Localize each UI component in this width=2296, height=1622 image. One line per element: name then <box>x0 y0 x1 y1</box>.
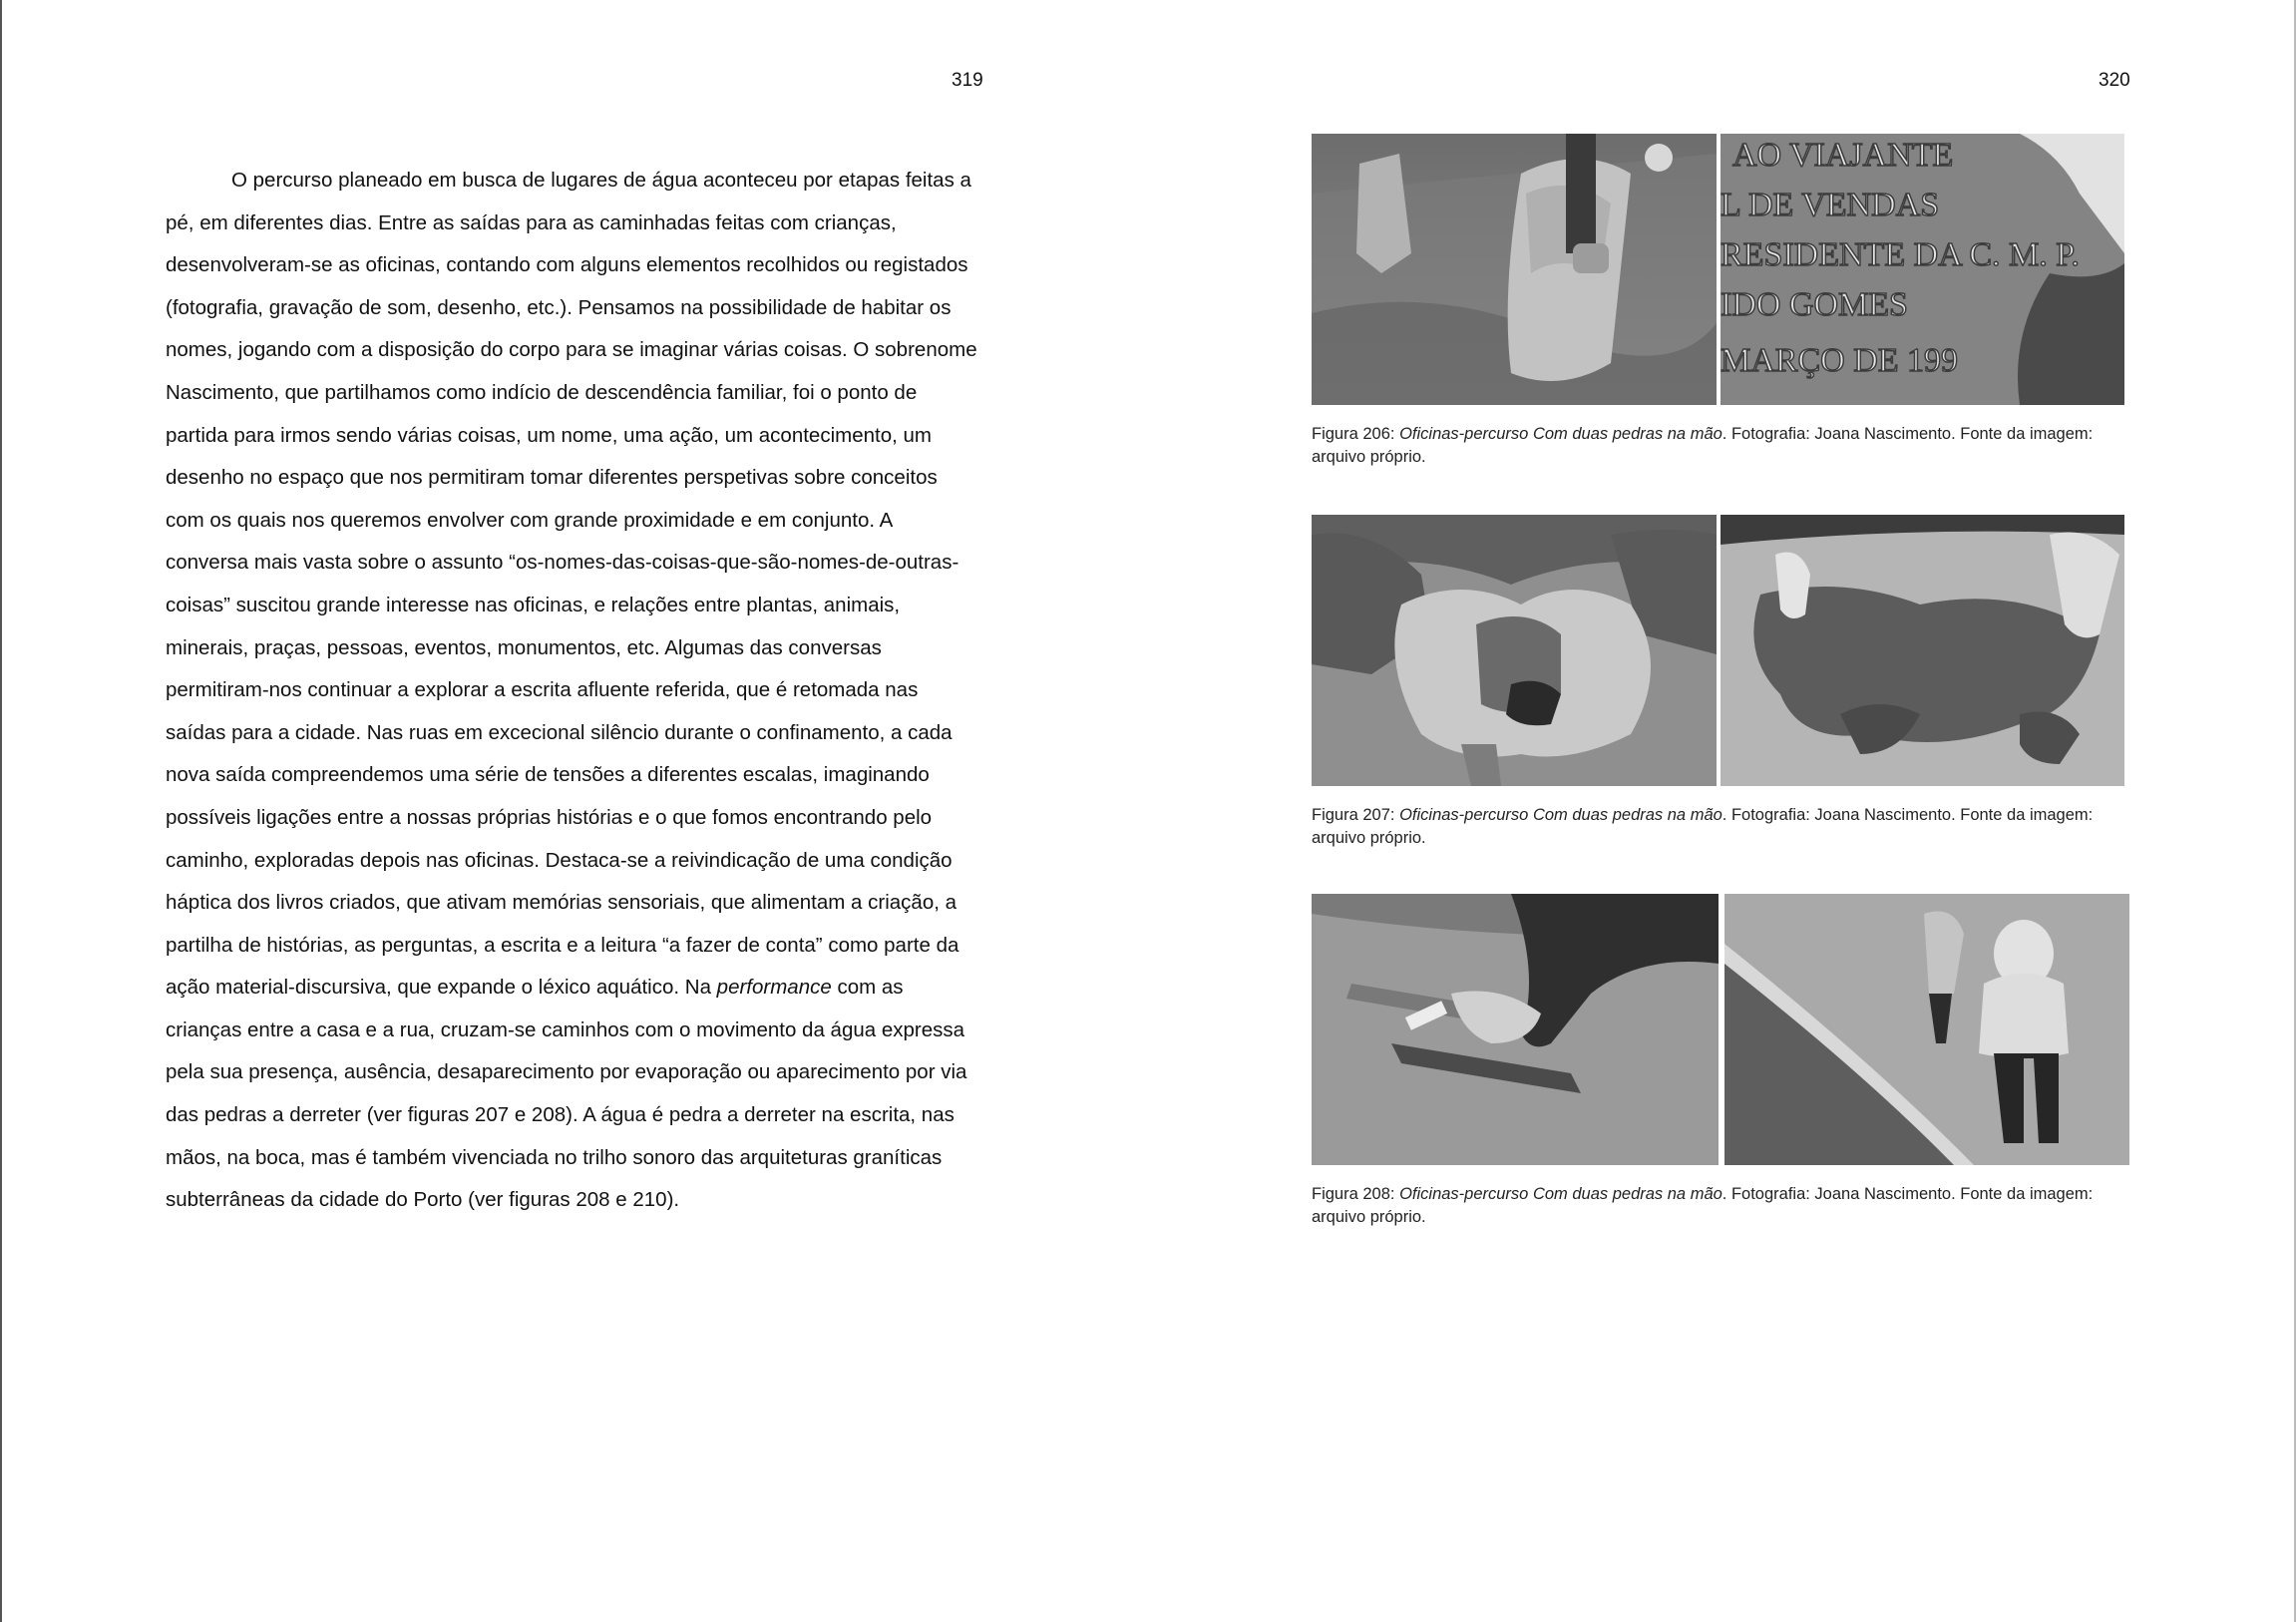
caption-rest-2: arquivo próprio. <box>1312 448 1426 466</box>
text-segment: ação material-discursiva, que expande o léxico aquático. Na <box>166 976 717 1000</box>
inscription-line: L DE VENDAS <box>1721 187 1940 223</box>
photo-hands-on-wet-stone <box>1721 515 2124 786</box>
photo-children-walking <box>1724 894 2129 1165</box>
left-page-edge <box>0 0 2 1622</box>
text-line: desenvolveram-se as oficinas, contando com alguns elementos recolhidos ou registados <box>166 253 968 277</box>
figure-photos <box>1312 515 2129 786</box>
body-paragraph <box>166 160 985 1222</box>
figure-photos <box>1312 134 2129 405</box>
text-line: das pedras a derreter (ver figuras 207 e 208). A água é pedra a derreter na escrita, nas <box>166 1103 955 1127</box>
text-line: subterrâneas da cidade do Porto (ver figuras 208 e 210). <box>166 1188 680 1212</box>
figure-caption <box>1312 1183 2129 1229</box>
caption-title: Oficinas-percurso Com duas pedras na mão <box>1399 1185 1722 1203</box>
caption-title: Oficinas-percurso Com duas pedras na mão <box>1399 425 1722 443</box>
figure-207 <box>1312 515 2129 850</box>
caption-prefix: Figura 207: <box>1312 806 1400 824</box>
text-line: desenho no espaço que nos permitiram tomar diferentes perspetivas sobre conceitos <box>166 466 938 490</box>
text-line-mixed <box>166 967 985 1010</box>
text-line: (fotografia, gravação de som, desenho, etc.). Pensamos na possibilidade de habitar os <box>166 295 952 319</box>
text-line: partida para irmos sendo várias coisas, um nome, uma ação, um acontecimento, um <box>166 423 932 447</box>
text-line: mãos, na boca, mas é também vivenciada no trilho sonoro das arquiteturas graníticas <box>166 1145 943 1169</box>
photo-stones-field <box>1312 134 1717 405</box>
page-number-right: 320 <box>2099 70 2130 91</box>
inscription-line: IDO GOMES <box>1721 286 1908 323</box>
text-line: caminho, exploradas depois nas oficinas. Destaca-se a reivindicação de uma condição <box>166 848 953 872</box>
page-number-left: 319 <box>952 70 983 91</box>
figure-206 <box>1312 134 2129 469</box>
inscription-line: RESIDENTE DA C. M. P. <box>1721 236 2080 273</box>
caption-prefix: Figura 208: <box>1312 1185 1400 1203</box>
text-segment: com as <box>831 976 904 1000</box>
text-line: conversa mais vasta sobre o assunto “os-nomes-das-coisas-que-são-nomes-de-outras- <box>166 551 959 575</box>
text-line: possíveis ligações entre a nossas próprias histórias e o que fomos encontrando pelo <box>166 805 933 829</box>
text-line: minerais, praças, pessoas, eventos, monumentos, etc. Algumas das conversas <box>166 635 882 659</box>
caption-rest-2: arquivo próprio. <box>1312 829 1426 847</box>
figure-photos <box>1312 894 2129 1165</box>
inscription-line: MARÇO DE 199 <box>1721 342 1959 379</box>
photo-hands-holding-stone <box>1312 515 1717 786</box>
text-line: O percurso planeado em busca de lugares de água aconteceu por etapas feitas a <box>231 169 971 192</box>
text-line: coisas” suscitou grande interesse nas oficinas, e relações entre plantas, animais, <box>166 593 901 616</box>
caption-rest: . Fotografia: Joana Nascimento. Fonte da imagem: <box>1722 425 2094 443</box>
text-line: háptica dos livros criados, que ativam memórias sensoriais, que alimentam a criação, a <box>166 891 957 915</box>
photo-hand-writing-on-stone <box>1312 894 1719 1165</box>
figure-caption <box>1312 804 2129 850</box>
text-line: nova saída compreendemos uma série de tensões a diferentes escalas, imaginando <box>166 763 930 787</box>
caption-rest: . Fotografia: Joana Nascimento. Fonte da imagem: <box>1722 1185 2094 1203</box>
text-line: pé, em diferentes dias. Entre as saídas para as caminhadas feitas com crianças, <box>166 210 897 234</box>
inscription-line: AO VIAJANTE <box>1732 137 1954 174</box>
text-line: permitiram-nos continuar a explorar a escrita afluente referida, que é retomada nas <box>166 678 919 702</box>
caption-rest-2: arquivo próprio. <box>1312 1208 1426 1226</box>
caption-prefix: Figura 206: <box>1312 425 1400 443</box>
photo-granite-inscription <box>1721 134 2124 405</box>
text-line: saídas para a cidade. Nas ruas em excecional silêncio durante o confinamento, a cada <box>166 720 953 744</box>
caption-title: Oficinas-percurso Com duas pedras na mão <box>1399 806 1722 824</box>
text-line: partilha de histórias, as perguntas, a escrita e a leitura “a fazer de conta” como parte da <box>166 933 959 957</box>
text-line: nomes, jogando com a disposição do corpo para se imaginar várias coisas. O sobrenome <box>166 338 977 362</box>
text-line: Nascimento, que partilhamos como indício de descendência familiar, foi o ponto de <box>166 380 918 404</box>
text-line: com os quais nos queremos envolver com grande proximidade e em conjunto. A <box>166 508 894 532</box>
italic-term: performance <box>716 976 832 1000</box>
text-line: pela sua presença, ausência, desaparecimento por evaporação ou aparecimento por via <box>166 1060 967 1084</box>
caption-rest: . Fotografia: Joana Nascimento. Fonte da imagem: <box>1722 806 2094 824</box>
text-line: crianças entre a casa e a rua, cruzam-se caminhos com o movimento da água expressa <box>166 1017 965 1041</box>
figure-caption <box>1312 423 2129 469</box>
figure-208 <box>1312 894 2129 1229</box>
